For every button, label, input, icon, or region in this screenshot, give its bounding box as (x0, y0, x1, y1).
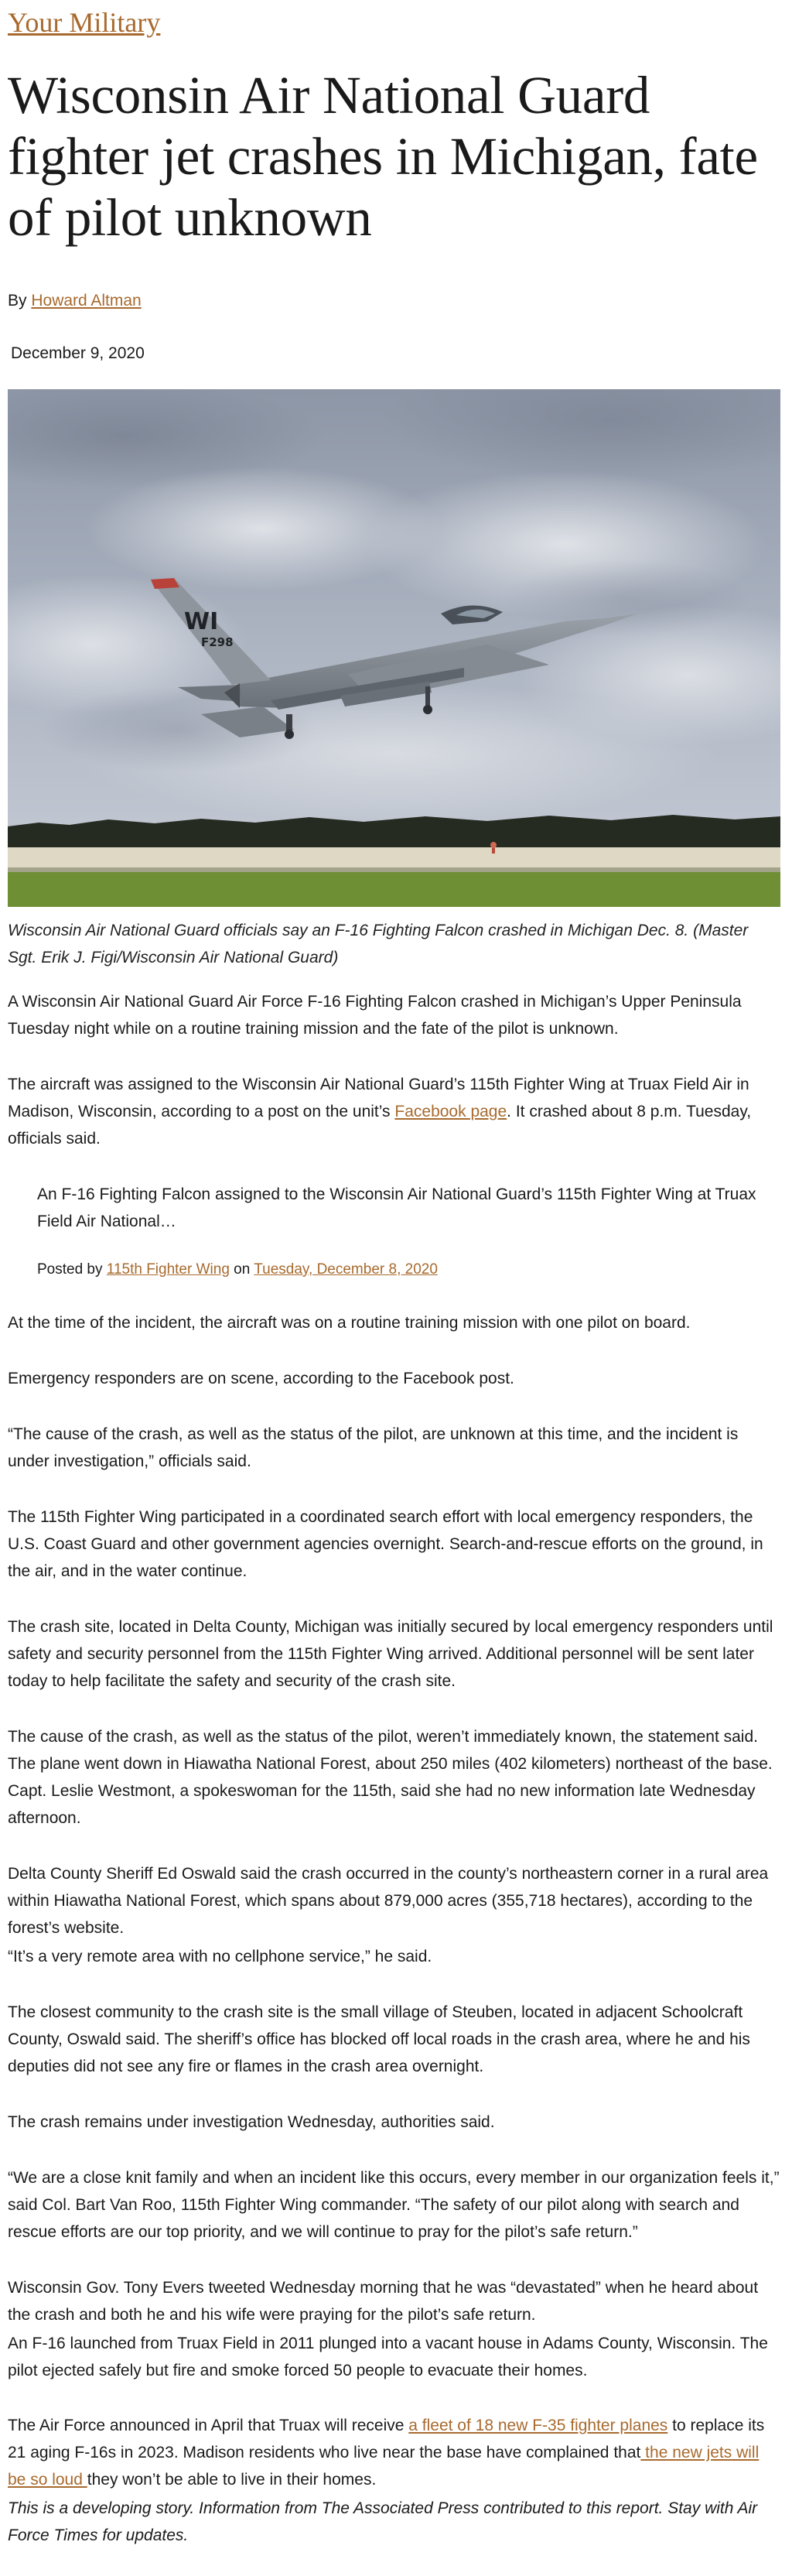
byline-prefix: By (8, 292, 32, 310)
category-link[interactable]: Your Military (8, 7, 161, 38)
paragraph-2-text-a: The aircraft was assigned to the Wisconsin Air National Guard’s 115th Fighter Wing at Truax Field Air in Madison, Wisconsin, according to a post on the unit’s (8, 1076, 749, 1120)
jets-loud-link[interactable]: the new jets will be so loud (8, 2444, 760, 2489)
posted-by-label: Posted by (37, 1261, 107, 1278)
paragraph-7: The crash site, located in Delta County, Michigan was initially secured by local emergency responders until safety and security personnel from the 115th Fighter Wing arrived. Additional personnel will be sent later today to help facilitate the safety and security of the crash site. (8, 1618, 773, 1690)
tail-code: WI (184, 608, 219, 635)
developing-story-note: This is a developing story. Information from The Associated Press contributed to this report. Stay with Air Force Times for updates. (8, 2499, 758, 2544)
paragraph-2 (8, 1071, 780, 1152)
embed-date-link[interactable]: Tuesday, December 8, 2020 (254, 1261, 438, 1278)
posted-on-label: on (229, 1261, 254, 1278)
f16-photo-illustration (8, 389, 780, 907)
paragraph-5: “The cause of the crash, as well as the status of the pilot, are unknown at this time, and the incident is under investigation,” officials said. (8, 1425, 739, 1470)
embed-author-link[interactable]: 115th Fighter Wing (106, 1261, 230, 1278)
paragraph-8: The cause of the crash, as well as the status of the pilot, weren’t immediately known, the statement said. The plane went down in Hiawatha National Forest, about 250 miles (402 kilometers) northeast of the base. Capt. Leslie Westmont, a spokeswoman for the 115th, said she had no new information late Wednesday afternoon. (8, 1728, 773, 1827)
paragraph-10: “It’s a very remote area with no cellphone service,” he said. (8, 1948, 432, 1965)
paragraph-6: The 115th Fighter Wing participated in a coordinated search effort with local emergency responders, the U.S. Coast Guard and other government agencies overnight. Search-and-rescue efforts on the ground, in the air, and in the water continue. (8, 1508, 763, 1580)
paragraph-11: The closest community to the crash site is the small village of Steuben, located in adjacent Schoolcraft County, Oswald said. The sheriff’s office has blocked off local roads in the crash area, where he and his deputies did not see any fire or flames in the crash area overnight. (8, 2003, 750, 2075)
page-title: Wisconsin Air National Guard fighter jet crashes in Michigan, fate of pilot unknown (8, 66, 758, 247)
f35-fleet-link[interactable]: a fleet of 18 new F-35 fighter planes (408, 2417, 668, 2434)
paragraph-4: Emergency responders are on scene, according to the Facebook post. (8, 1370, 514, 1387)
paragraph-9: Delta County Sheriff Ed Oswald said the crash occurred in the county’s northeastern corner in a rural area within Hiawatha National Forest, which spans about 879,000 acres (355,718 hectares), according to the forest’s website. (8, 1865, 769, 1937)
category-breadcrumb (8, 5, 780, 40)
publish-date: December 9, 2020 (11, 344, 145, 362)
paragraph-13: “We are a close knit family and when an incident like this occurs, every member in our organization feels it,” said Col. Bart Van Roo, 115th Fighter Wing commander. “The safety of our pilot along with search and rescue efforts are our top priority, and we will continue to pray for the pilot’s safe return.” (8, 2169, 780, 2241)
paragraph-16-text-c: they won’t be able to live in their homes. (87, 2471, 377, 2489)
paragraph-14: Wisconsin Gov. Tony Evers tweeted Wednesday morning that he was “devastated” when he heard about the crash and both he and his wife were praying for the pilot’s safe return. (8, 2279, 759, 2324)
paragraph-3: At the time of the incident, the aircraft was on a routine training mission with one pilot on board. (8, 1314, 691, 1332)
photo-caption: Wisconsin Air National Guard officials say an F-16 Fighting Falcon crashed in Michigan Dec. 8. (Master Sgt. Erik J. Figi/Wisconsin Air National Guard) (8, 922, 749, 966)
article-photo (8, 389, 780, 907)
paragraph-2-text-b: . It crashed about 8 p.m. Tuesday, officials said. (8, 1103, 752, 1148)
facebook-embed-quote: An F-16 Fighting Falcon assigned to the Wisconsin Air National Guard’s 115th Fighter Wing at Truax Field Air National… (37, 1185, 756, 1230)
paragraph-16-text-a: The Air Force announced in April that Truax will receive (8, 2417, 409, 2434)
facebook-embed-attribution (37, 1258, 756, 1281)
paragraph-15: An F-16 launched from Truax Field in 2011 plunged into a vacant house in Adams County, Wisconsin. The pilot ejected safely but fire and smoke forced 50 people to evacuate their homes. (8, 2335, 768, 2379)
facebook-page-link[interactable]: Facebook page (394, 1103, 507, 1120)
paragraph-16-text-b: to replace its 21 aging F-16s in 2023. Madison residents who live near the base have complained that (8, 2417, 765, 2461)
author-link[interactable]: Howard Altman (31, 292, 142, 310)
tail-number: F298 (201, 635, 234, 649)
paragraph-16 (8, 2412, 780, 2493)
paragraph-1: A Wisconsin Air National Guard Air Force F-16 Fighting Falcon crashed in Michigan’s Upper Peninsula Tuesday night while on a routine training mission and the fate of the pilot is unknown. (8, 993, 742, 1038)
paragraph-12: The crash remains under investigation Wednesday, authorities said. (8, 2113, 495, 2131)
byline (8, 289, 780, 313)
